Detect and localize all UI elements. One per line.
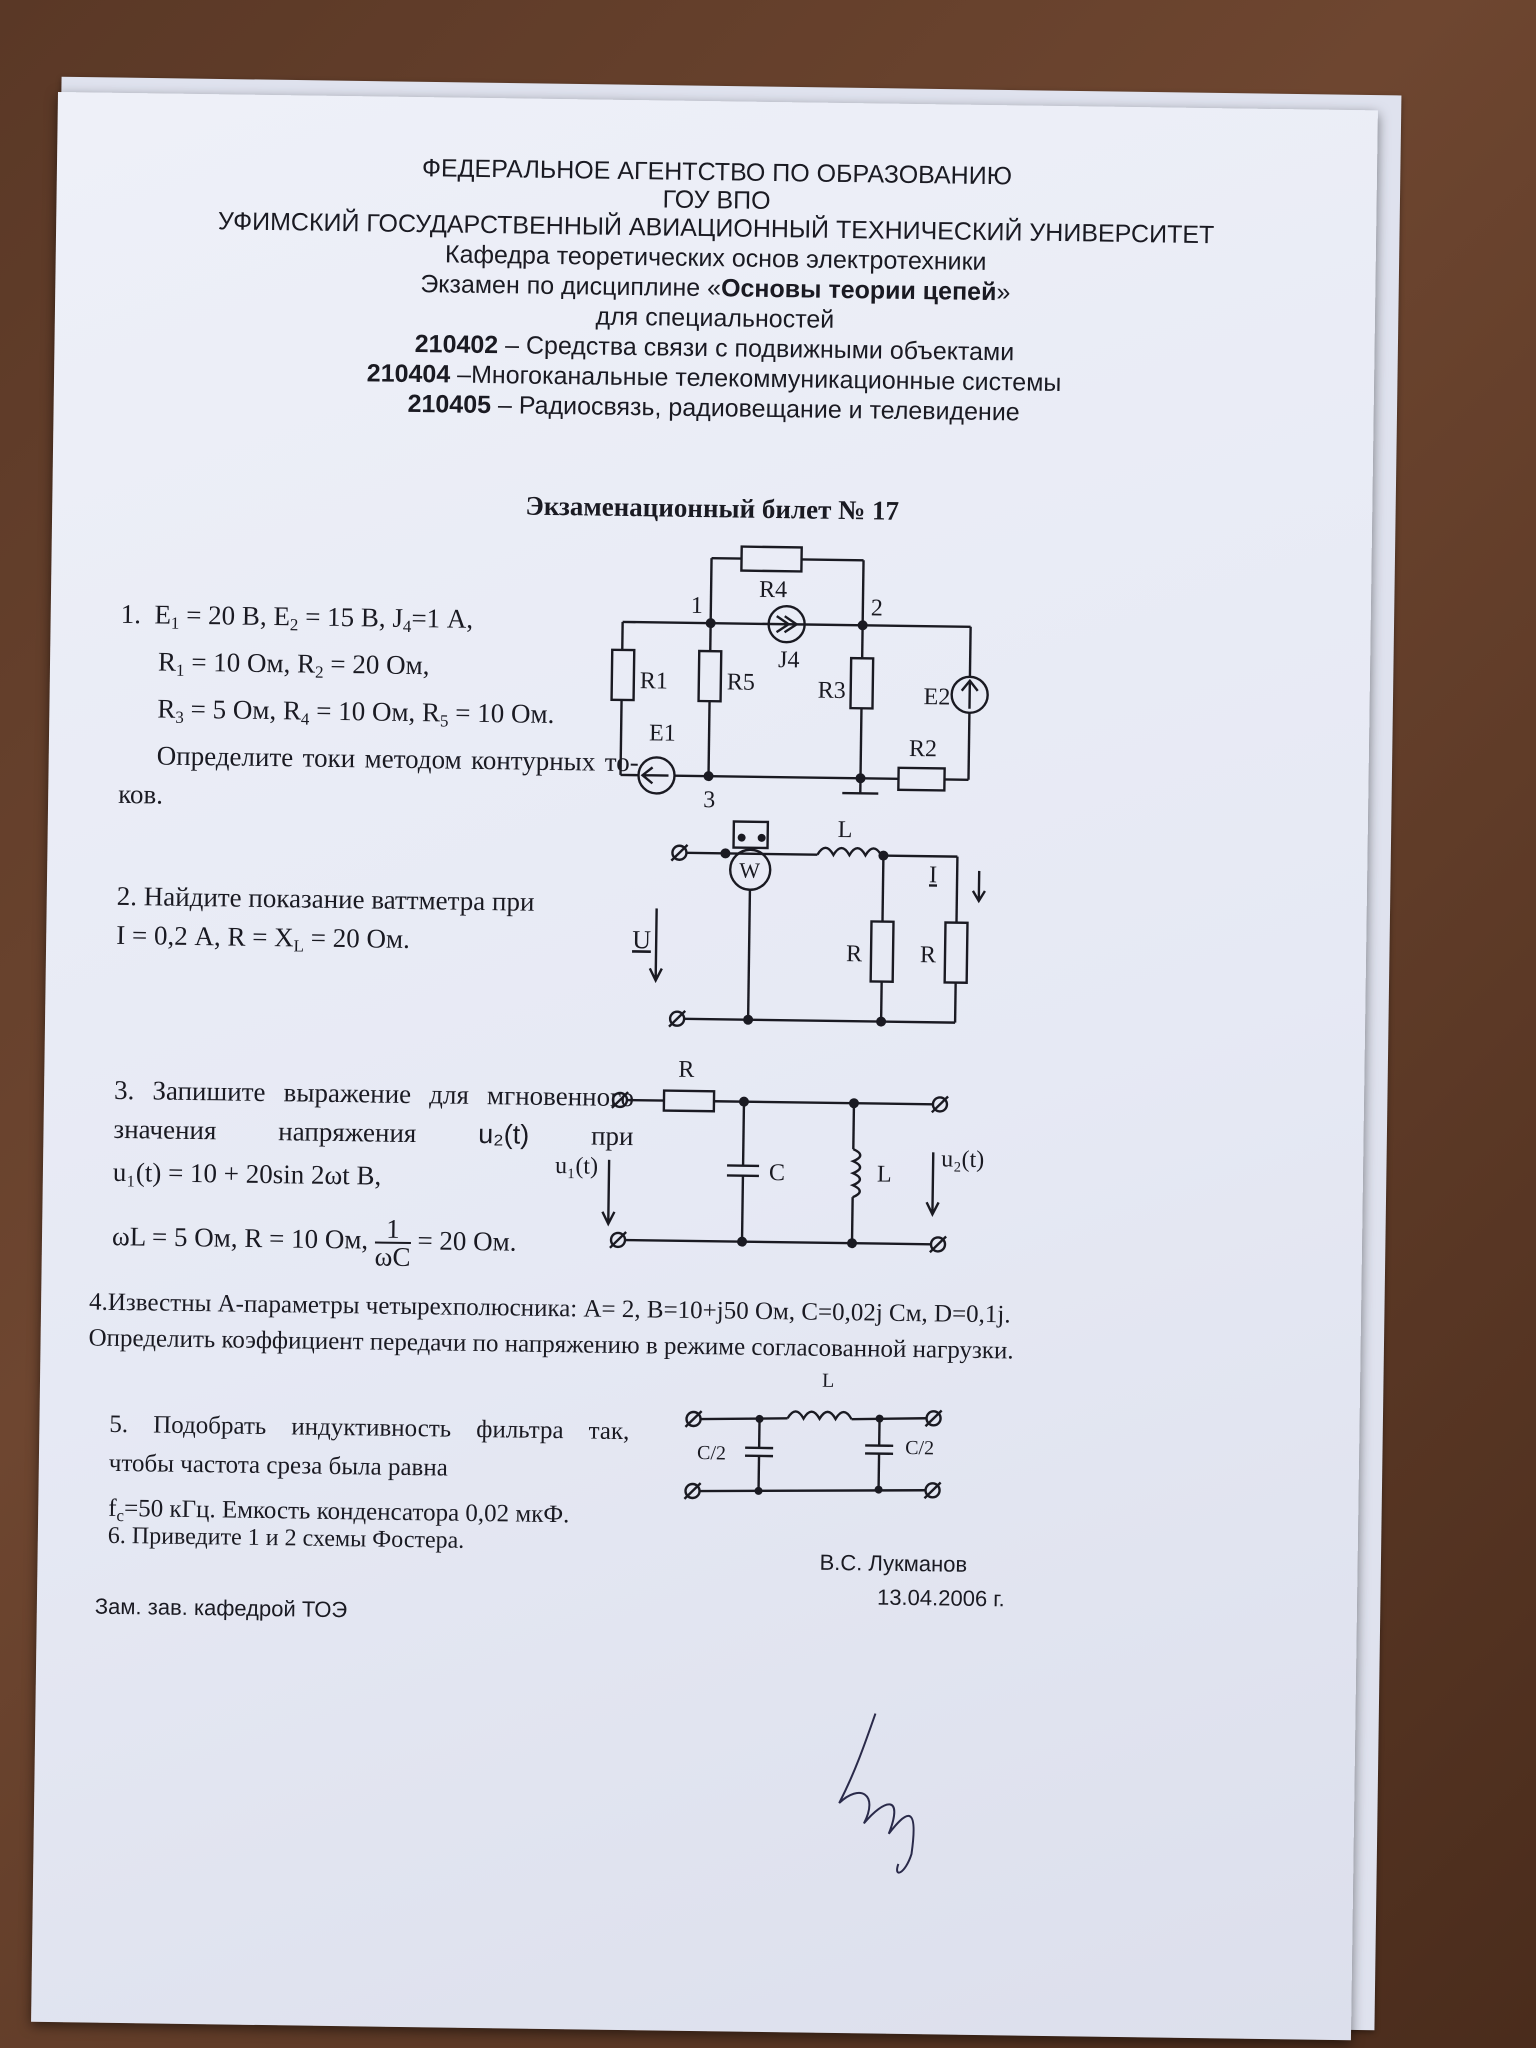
label-c2: C/2 <box>904 1436 935 1460</box>
task-2: 2. Найдите показание ваттметра при I = 0,2 А, $R = X_L = 20$ Ом. <box>116 880 535 956</box>
label-l: L <box>821 1369 835 1392</box>
resistor-r1 <box>612 650 635 700</box>
resistor-r <box>664 1091 714 1112</box>
inductor-l <box>788 1411 852 1419</box>
signature-date: 13.04.2006 г. <box>876 1584 1005 1612</box>
university-name: УФИМСКИЙ ГОСУДАРСТВЕННЫЙ АВИАЦИОННЫЙ ТЕХНИЧЕСКИЙ УНИВЕРСИТЕТ <box>217 207 1215 250</box>
handwritten-signature <box>833 1703 956 1885</box>
label-c: C <box>768 1160 786 1187</box>
resistor-r2 <box>898 768 944 791</box>
node-2-label: 2 <box>870 595 884 622</box>
specialty-2: 210404 –Многоканальные телекоммуникационные системы <box>366 359 1062 398</box>
resistor-r5 <box>699 651 722 701</box>
label-j4: J4 <box>777 647 800 674</box>
label-r1: R1 <box>639 668 669 695</box>
circuit-5-diagram <box>678 1363 980 1517</box>
label-w: W <box>739 857 761 883</box>
node-1-label: 1 <box>690 592 704 620</box>
label-l: L <box>837 816 853 844</box>
label-r-1: R <box>845 941 863 968</box>
ground-symbol <box>842 793 878 794</box>
circuit-3-diagram <box>554 1040 1044 1286</box>
label-r4: R4 <box>758 576 788 604</box>
label-r3: R3 <box>817 677 846 705</box>
label-l: L <box>876 1161 892 1188</box>
resistor-r3 <box>850 658 873 708</box>
label-r: R <box>678 1056 695 1083</box>
label-current-i: I <box>928 862 938 889</box>
discipline-name: Основы теории цепей <box>720 274 997 307</box>
label-u2: u₂(t) <box>941 1146 985 1174</box>
label-r2: R2 <box>908 735 938 763</box>
specialties-heading: для специальностей <box>595 302 835 334</box>
label-voltage-u: U <box>632 925 652 955</box>
task-4: 4.Известны А-параметры четырехполюсника: A= 2, B=10+j50 Ом, C=0,02j См, D=0,1j. Определить коэффициент передачи по напряжению в режиме согласованной нагрузки. <box>88 1288 1014 1365</box>
task-6: 6. Приведите 1 и 2 схемы Фостера. <box>107 1522 465 1554</box>
task-5: 5. Подобрать индуктивность фильтра так, чтобы частота среза была равна $f_c=50$ кГц. Емкость конденсатора 0,02 мкФ. <box>108 1410 630 1529</box>
label-e2: E2 <box>923 684 951 711</box>
specialty-3: 210405 – Радиосвязь, радиовещание и телевидение <box>407 389 1020 427</box>
inductor-l <box>853 1149 861 1197</box>
resistor-r4 <box>741 547 801 572</box>
ticket-title: Экзаменационный билет № 17 <box>525 490 900 526</box>
task-1: 1. $E_1 = 20$ В, $E_2 = 15$ В, $J_4=1$ А, $R_1 = 10$ Ом, $R_2 = 20$ Ом, $R_3 = 5$ Ом, $R_4 = 10$ Ом, $R_5 = 10$ Ом. Определите токи методом контурных то- ков. <box>117 598 639 810</box>
label-r5: R5 <box>726 669 756 696</box>
resistor-r-1 <box>871 921 894 981</box>
label-u1: u₁(t) <box>554 1153 599 1180</box>
task-3: 3. Запишите выражение для мгновенного значения напряжения u₂(t) при u₁(t) = 10 + 20sin 2ωt В, ωL = 5 Ом, R = 10 Ом, $\frac{1}{\omega C}$ = 20 Ом. <box>111 1074 635 1273</box>
institution-type: ГОУ ВПО <box>662 185 771 215</box>
circuit-1-diagram <box>608 540 1112 827</box>
exam-ticket-sheet <box>31 92 1378 2040</box>
signatory-name: В.С. Лукманов <box>819 1549 968 1577</box>
specialty-1: 210402 – Средства связи с подвижными объектами <box>414 330 1015 367</box>
inductor-l <box>817 848 881 856</box>
deputy-head-position: Зам. зав. кафедрой ТОЭ <box>94 1593 348 1623</box>
exam-discipline-line: Экзамен по дисциплине «Основы теории цепей» <box>420 270 1011 307</box>
label-c1: C/2 <box>696 1442 727 1465</box>
department-name: Кафедра теоретических основ электротехники <box>444 240 987 276</box>
resistor-r-2 <box>945 922 968 982</box>
label-e1: E1 <box>648 720 676 747</box>
agency-line: ФЕДЕРАЛЬНОЕ АГЕНТСТВО ПО ОБРАЗОВАНИЮ <box>421 154 1013 191</box>
label-r-2: R <box>919 942 937 969</box>
fraction-1-over-omega-c: $\frac{1}{\omega C}$ <box>374 1213 411 1273</box>
circuit-2-diagram <box>632 816 1008 1054</box>
node-3-label: 3 <box>702 787 716 814</box>
